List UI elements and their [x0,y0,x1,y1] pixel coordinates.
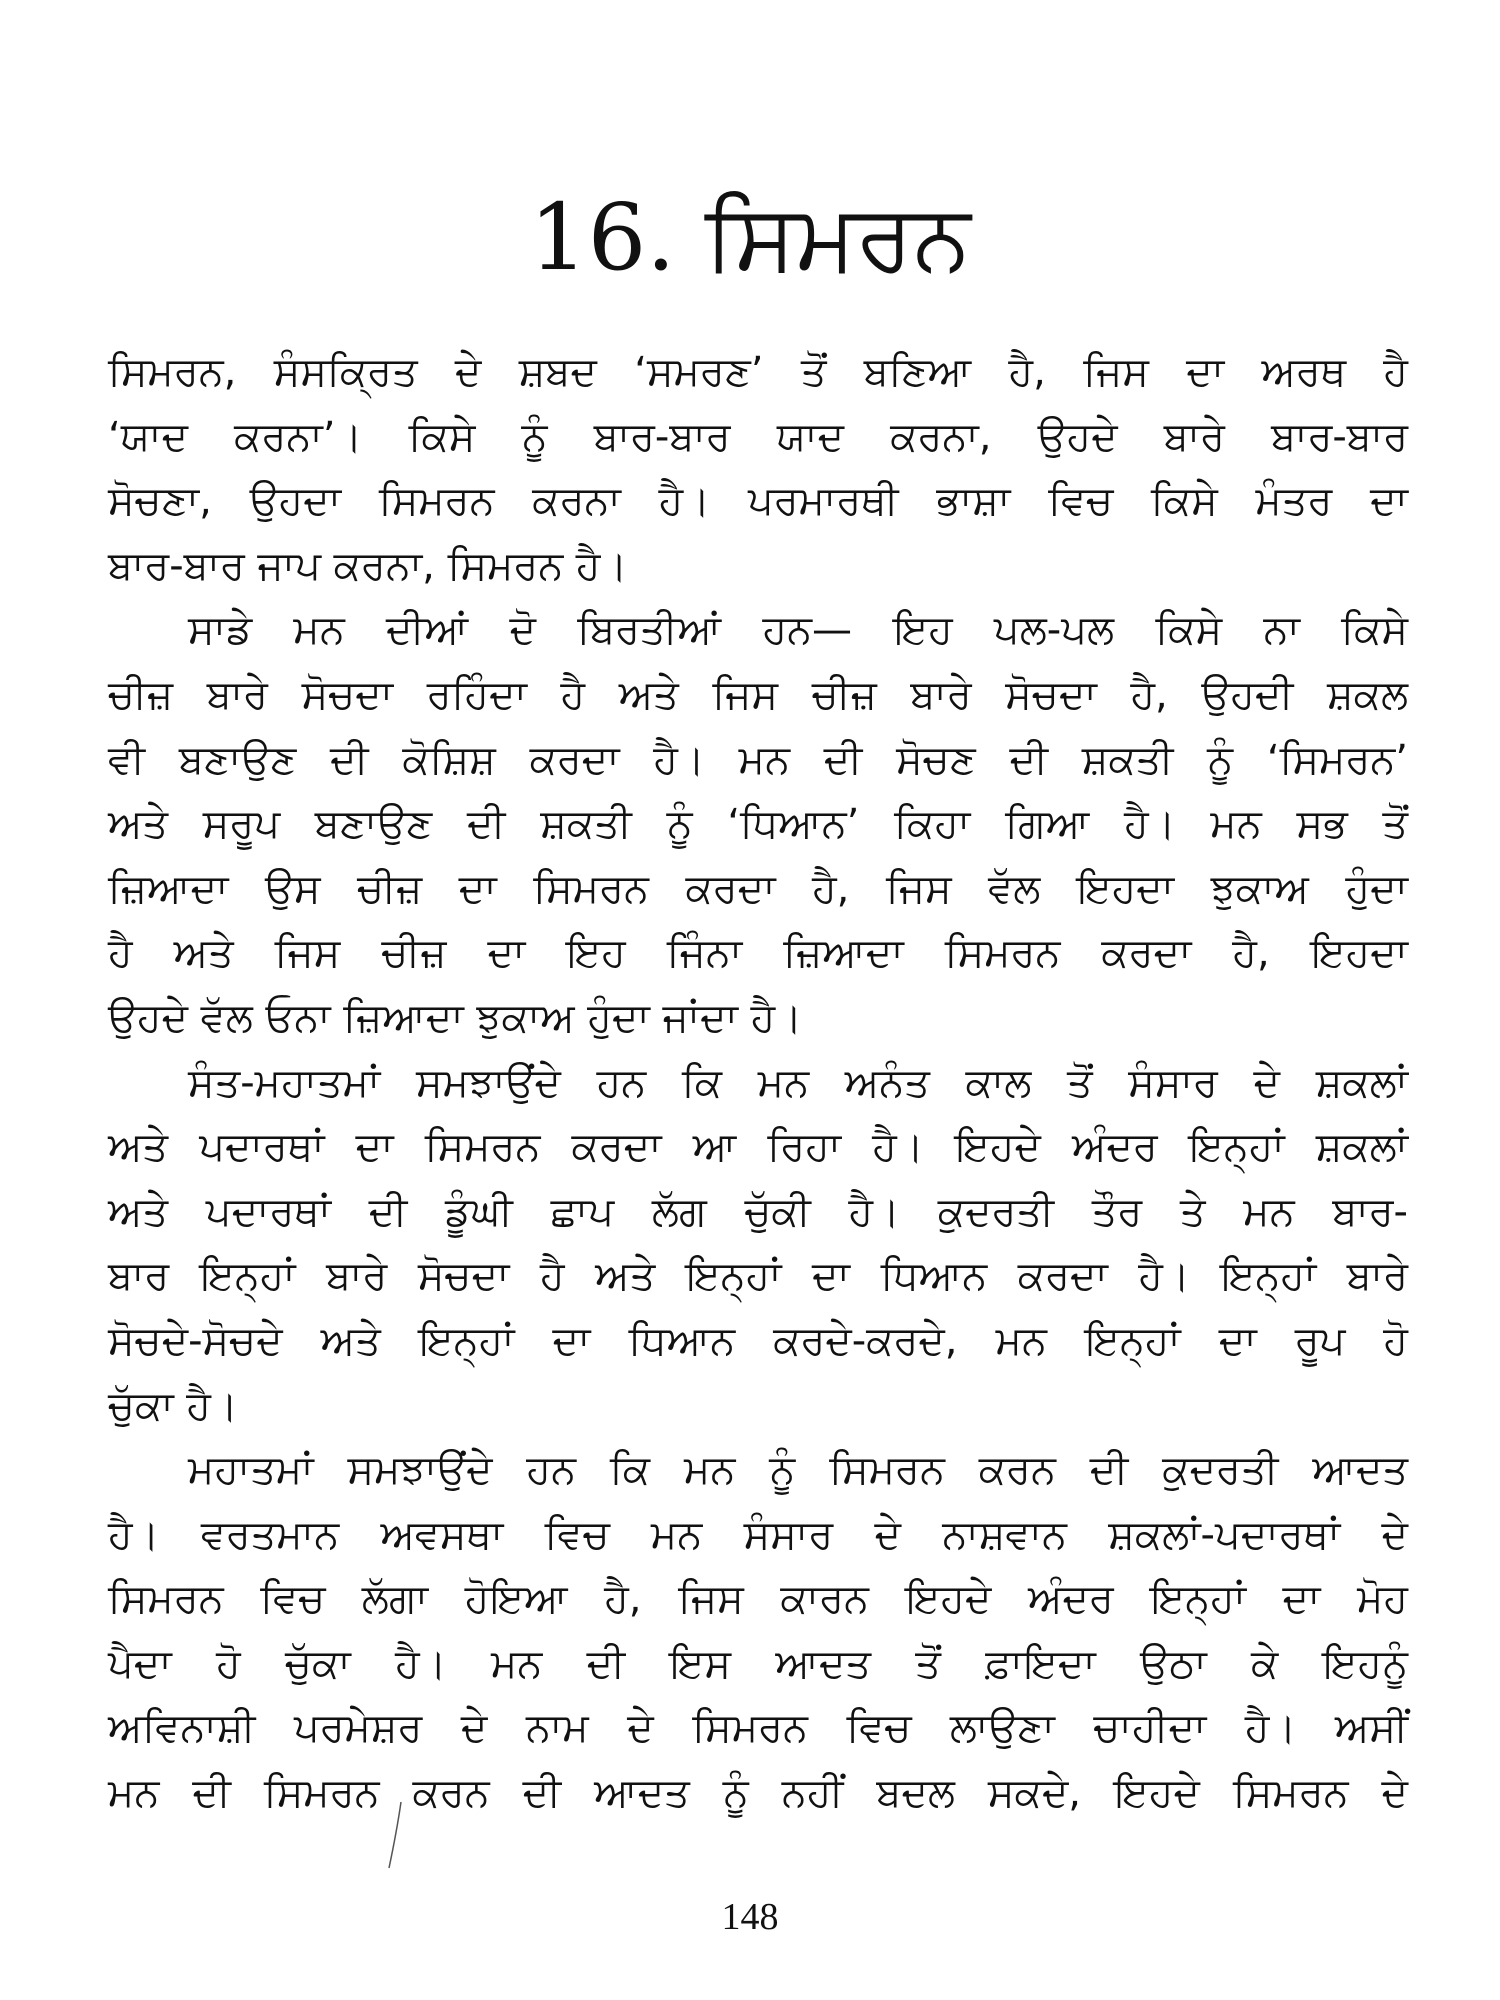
text-line: ਹੈ ਅਤੇ ਜਿਸ ਚੀਜ਼ ਦਾ ਇਹ ਜਿੰਨਾ ਜ਼ਿਆਦਾ ਸਿਮਰਨ ਕਰਦਾ ਹੈ, ਇਹਦਾ [108,930,1408,977]
text-line: ਹੈ। ਵਰਤਮਾਨ ਅਵਸਥਾ ਵਿਚ ਮਨ ਸੰਸਾਰ ਦੇ ਨਾਸ਼ਵਾਨ ਸ਼ਕਲਾਂ-ਪਦਾਰਥਾਂ ਦੇ [108,1511,1408,1558]
text-line: ਚੁੱਕਾ ਹੈ। [108,1382,238,1429]
page-number: 148 [721,1896,779,1938]
text-line: ਸਿਮਰਨ, ਸੰਸਕ੍ਰਿਤ ਦੇ ਸ਼ਬਦ ‘ਸਮਰਣ’ ਤੋਂ ਬਣਿਆ ਹੈ, ਜਿਸ ਦਾ ਅਰਥ ਹੈ [108,349,1408,395]
text-line: ਸਿਮਰਨ ਵਿਚ ਲੱਗਾ ਹੋਇਆ ਹੈ, ਜਿਸ ਕਾਰਨ ਇਹਦੇ ਅੰਦਰ ਇਨ੍ਹਾਂ ਦਾ ਮੋਹ [108,1576,1408,1623]
text-line: ਮਹਾਤਮਾਂ ਸਮਝਾਉਂਦੇ ਹਨ ਕਿ ਮਨ ਨੂੰ ਸਿਮਰਨ ਕਰਨ ਦੀ ਕੁਦਰਤੀ ਆਦਤ [188,1447,1408,1494]
text-line: ਸੰਤ-ਮਹਾਤਮਾਂ ਸਮਝਾਉਂਦੇ ਹਨ ਕਿ ਮਨ ਅਨੰਤ ਕਾਲ ਤੋਂ ਸੰਸਾਰ ਦੇ ਸ਼ਕਲਾਂ [188,1059,1408,1106]
paragraph-1 [108,340,1408,598]
text-line: ‘ਯਾਦ ਕਰਨਾ’। ਕਿਸੇ ਨੂੰ ਬਾਰ-ਬਾਰ ਯਾਦ ਕਰਨਾ, ਉਹਦੇ ਬਾਰੇ ਬਾਰ-ਬਾਰ [108,413,1408,460]
text-line: ਪੈਦਾ ਹੋ ਚੁੱਕਾ ਹੈ। ਮਨ ਦੀ ਇਸ ਆਦਤ ਤੋਂ ਫ਼ਾਇਦਾ ਉਠਾ ਕੇ ਇਹਨੂੰ [108,1640,1408,1687]
text-line: ਅਤੇ ਸਰੂਪ ਬਣਾਉਣ ਦੀ ਸ਼ਕਤੀ ਨੂੰ ‘ਧਿਆਨ’ ਕਿਹਾ ਗਿਆ ਹੈ। ਮਨ ਸਭ ਤੋਂ [108,801,1408,848]
paragraph-3 [108,1051,1408,1439]
text-line: ਸੋਚਣਾ, ਉਹਦਾ ਸਿਮਰਨ ਕਰਨਾ ਹੈ। ਪਰਮਾਰਥੀ ਭਾਸ਼ਾ ਵਿਚ ਕਿਸੇ ਮੰਤਰ ਦਾ [108,478,1408,525]
text-line: ਅਤੇ ਪਦਾਰਥਾਂ ਦੀ ਡੂੰਘੀ ਛਾਪ ਲੱਗ ਚੁੱਕੀ ਹੈ। ਕੁਦਰਤੀ ਤੌਰ ਤੇ ਮਨ ਬਾਰ- [108,1188,1408,1235]
text-line: ਉਹਦੇ ਵੱਲ ਓਨਾ ਜ਼ਿਆਦਾ ਝੁਕਾਅ ਹੁੰਦਾ ਜਾਂਦਾ ਹੈ। [108,994,803,1041]
text-line: ਅਵਿਨਾਸ਼ੀ ਪਰਮੇਸ਼ਰ ਦੇ ਨਾਮ ਦੇ ਸਿਮਰਨ ਵਿਚ ਲਾਉਣਾ ਚਾਹੀਦਾ ਹੈ। ਅਸੀਂ [108,1705,1408,1752]
text-line: ਬਾਰ-ਬਾਰ ਜਾਪ ਕਰਨਾ, ਸਿਮਰਨ ਹੈ। [108,542,628,589]
pen-stroke-mark [385,1800,405,1870]
text-line: ਚੀਜ਼ ਬਾਰੇ ਸੋਚਦਾ ਰਹਿੰਦਾ ਹੈ ਅਤੇ ਜਿਸ ਚੀਜ਼ ਬਾਰੇ ਸੋਚਦਾ ਹੈ, ਉਹਦੀ ਸ਼ਕਲ [108,671,1408,718]
body-text [108,340,1408,1826]
paragraph-4 [108,1438,1408,1826]
chapter-title: 16. ਸਿਮਰਨ [529,184,971,291]
text-line: ਵੀ ਬਣਾਉਣ ਦੀ ਕੋਸ਼ਿਸ਼ ਕਰਦਾ ਹੈ। ਮਨ ਦੀ ਸੋਚਣ ਦੀ ਸ਼ਕਤੀ ਨੂੰ ‘ਸਿਮਰਨ’ [108,736,1408,783]
text-line: ਸੋਚਦੇ-ਸੋਚਦੇ ਅਤੇ ਇਨ੍ਹਾਂ ਦਾ ਧਿਆਨ ਕਰਦੇ-ਕਰਦੇ, ਮਨ ਇਨ੍ਹਾਂ ਦਾ ਰੂਪ ਹੋ [108,1317,1408,1364]
text-line: ਮਨ ਦੀ ਸਿਮਰਨ ਕਰਨ ਦੀ ਆਦਤ ਨੂੰ ਨਹੀਂ ਬਦਲ ਸਕਦੇ, ਇਹਦੇ ਸਿਮਰਨ ਦੇ [108,1770,1408,1817]
text-line: ਸਾਡੇ ਮਨ ਦੀਆਂ ਦੋ ਬਿਰਤੀਆਂ ਹਨ— ਇਹ ਪਲ-ਪਲ ਕਿਸੇ ਨਾ ਕਿਸੇ [188,607,1408,654]
text-line: ਜ਼ਿਆਦਾ ਉਸ ਚੀਜ਼ ਦਾ ਸਿਮਰਨ ਕਰਦਾ ਹੈ, ਜਿਸ ਵੱਲ ਇਹਦਾ ਝੁਕਾਅ ਹੁੰਦਾ [108,865,1408,912]
text-line: ਅਤੇ ਪਦਾਰਥਾਂ ਦਾ ਸਿਮਰਨ ਕਰਦਾ ਆ ਰਿਹਾ ਹੈ। ਇਹਦੇ ਅੰਦਰ ਇਨ੍ਹਾਂ ਸ਼ਕਲਾਂ [108,1124,1408,1171]
text-line: ਬਾਰ ਇਨ੍ਹਾਂ ਬਾਰੇ ਸੋਚਦਾ ਹੈ ਅਤੇ ਇਨ੍ਹਾਂ ਦਾ ਧਿਆਨ ਕਰਦਾ ਹੈ। ਇਨ੍ਹਾਂ ਬਾਰੇ [108,1253,1408,1300]
paragraph-2 [108,598,1408,1050]
